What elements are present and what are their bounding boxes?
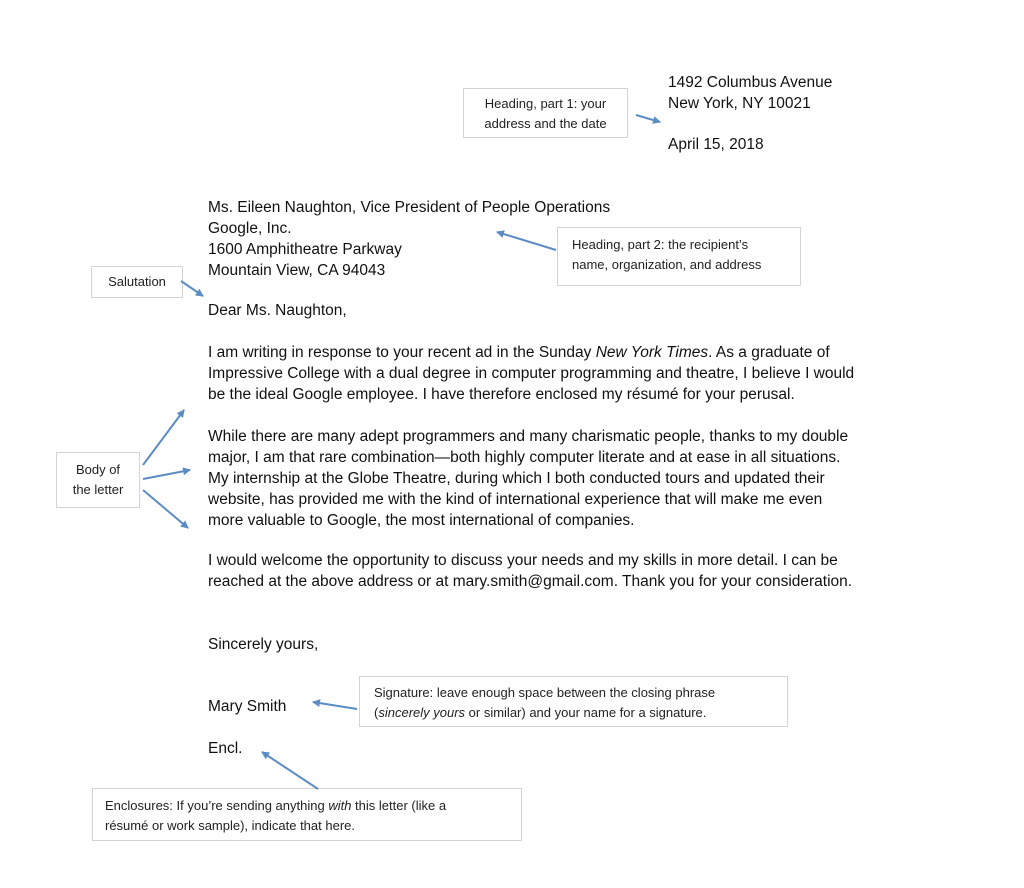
recipient-city: Mountain View, CA 94043 [208,262,386,279]
annotation-heading-1-line-1: Heading, part 1: your [484,96,607,111]
annotation-signature-italic: sincerely yours [378,705,466,720]
annotation-signature-pre: ( [374,705,379,720]
arrow-enclosures [262,752,318,789]
body-p3-line-1: I would welcome the opportunity to discuss your needs and my skills in more detail. I can be [208,552,838,569]
body-p1-line-3: be the ideal Google employee. I have therefore enclosed my résumé for your perusal. [208,386,795,403]
annotation-salutation-text: Salutation [108,274,166,289]
annotation-enclosures-line-2: résumé or work sample), indicate that here. [105,818,355,833]
body-p1-post: . As a graduate of [708,344,830,361]
annotation-body-line-2: the letter [72,482,124,497]
arrow-heading-2 [497,232,556,250]
recipient-name: Ms. Eileen Naughton, Vice President of People Operations [208,199,611,216]
annotation-enclosures-post: this letter (like a [351,798,447,813]
arrow-body-3 [143,490,188,528]
annotation-enclosures-pre: Enclosures: If you’re sending anything [105,798,329,813]
sender-city: New York, NY 10021 [668,95,811,112]
body-p2-line-3: My internship at the Globe Theatre, during which I both conducted tours and updated their [208,470,825,487]
newspaper-title: New York Times [595,344,709,361]
body-p2-line-4: website, has provided me with the kind of international experience that will make me even [208,491,823,508]
closing-text: Sincerely yours, [208,636,319,653]
sender-street: 1492 Columbus Avenue [668,74,833,91]
enclosure-text: Encl. [208,740,243,757]
body-p3-line-2: reached at the above address or at mary.smith@gmail.com. Thank you for your consideration. [208,573,853,590]
arrow-body-1 [143,410,184,465]
annotation-heading-2-line-1: Heading, part 2: the recipient’s [572,237,749,252]
signature-name-text: Mary Smith [208,698,287,715]
annotation-signature-line-1: Signature: leave enough space between the closing phrase [374,685,716,700]
body-p1-pre: I am writing in response to your recent ad in the Sunday [208,344,596,361]
annotation-heading-2-line-2: name, organization, and address [572,257,762,272]
annotation-enclosures-italic: with [328,798,352,813]
arrow-signature [313,702,357,709]
salutation-text: Dear Ms. Naughton, [208,302,347,319]
body-p2-line-5: more valuable to Google, the most international of companies. [208,512,635,529]
annotation-heading-1-line-2: address and the date [484,116,607,131]
arrow-heading-1 [636,115,660,122]
body-p2-line-1: While there are many adept programmers and many charismatic people, thanks to my double [208,428,849,445]
body-p1-line-2: Impressive College with a dual degree in computer programming and theatre, I believe I would [208,365,855,382]
body-p2-line-2: major, I am that rare combination—both highly computer literate and at ease in all situations. [208,449,841,466]
arrow-body-2 [143,470,190,479]
recipient-street: 1600 Amphitheatre Parkway [208,241,402,258]
annotation-signature-post: or similar) and your name for a signature. [465,705,707,720]
arrow-salutation [181,281,203,296]
date-text: April 15, 2018 [668,136,764,153]
annotation-body-line-1: Body of [75,462,121,477]
recipient-organization: Google, Inc. [208,220,292,237]
